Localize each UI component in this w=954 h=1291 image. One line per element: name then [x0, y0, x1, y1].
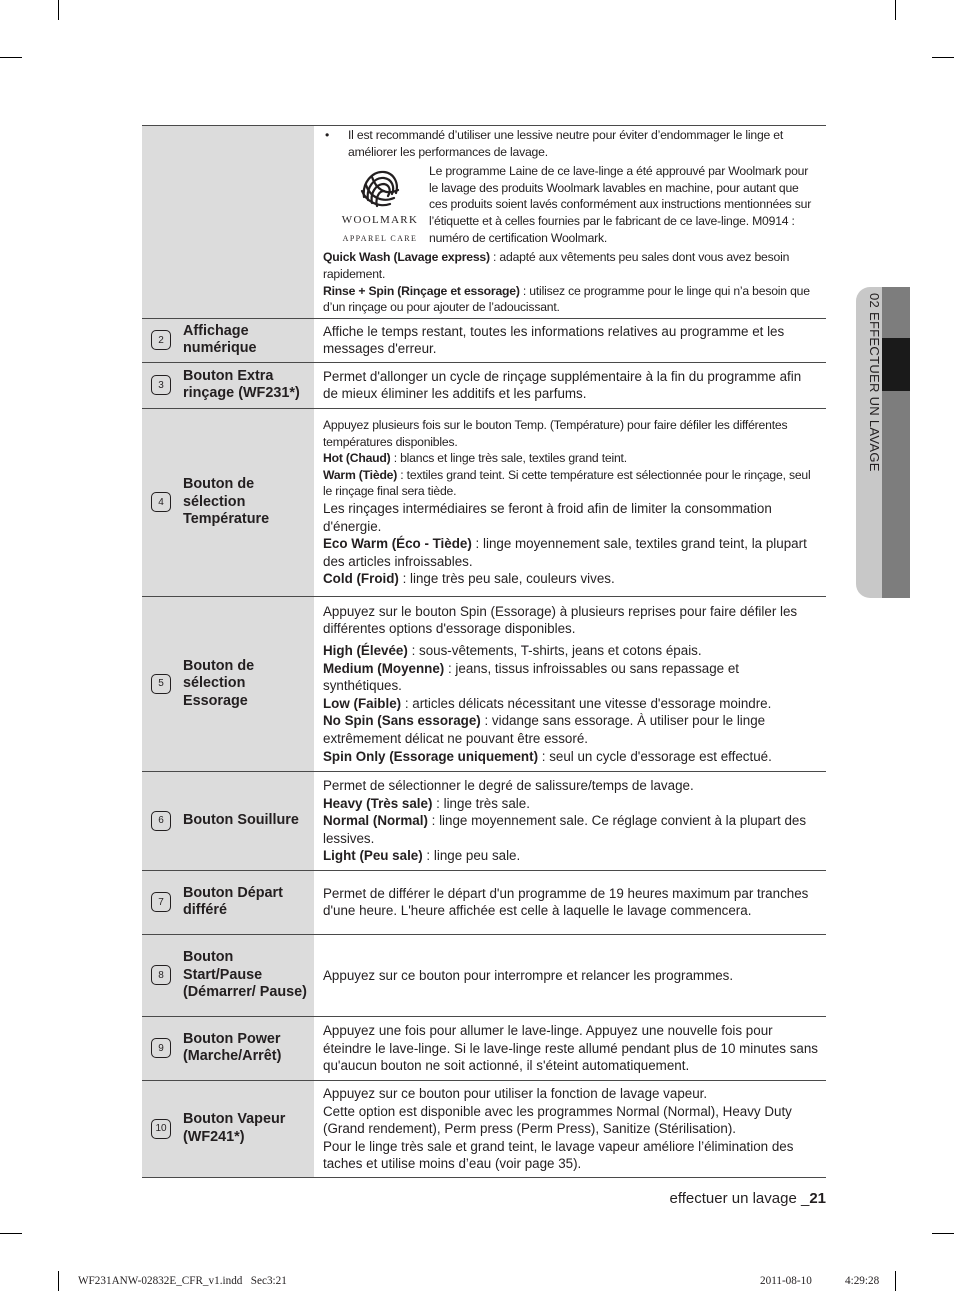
table-row — [142, 126, 826, 319]
spin-option — [323, 712, 818, 747]
row-description — [314, 408, 826, 596]
crop-mark — [58, 0, 59, 20]
row-label: Bouton Extra rinçage (WF231*) — [183, 367, 300, 402]
description-text: Cette option est disponible avec les programmes Normal (Normal), Heavy Duty (Grand rendement), Perm press (Perm Press), Sanitize (Stérilisation). — [323, 1103, 792, 1137]
woolmark-block — [323, 163, 818, 247]
table-row — [142, 596, 826, 771]
description-intro: Permet de sélectionner le degré de salissure/temps de lavage. — [323, 777, 694, 793]
term: Eco Warm (Éco - Tiède) — [323, 536, 472, 552]
item-number-badge: 10 — [151, 1119, 171, 1139]
term: Warm (Tiède) — [323, 467, 398, 482]
item-number-badge: 6 — [151, 811, 171, 831]
row-description — [314, 1080, 826, 1177]
description-text: Appuyez une fois pour allumer le lave-linge. Appuyez une nouvelle fois pour éteindre le lave-linge. Si le lave-linge reste allumé pendant plus de 10 minutes sans qu'aucun bouton ne soit actionné, il s'éteint automatiquement. — [323, 1023, 819, 1074]
row-label: Bouton Souillure — [183, 812, 299, 829]
definition: : linge moyennement sale. Ce réglage convient à la plupart des lessives. — [323, 813, 807, 846]
temperature-cold — [323, 570, 818, 588]
definition: : linge moyennement sale, textiles grand teint, la plupart des articles infroissables. — [323, 536, 807, 569]
quick-wash-entry — [323, 249, 818, 282]
row-label-cell — [142, 1016, 314, 1080]
temperature-warm — [323, 467, 818, 500]
row-label-cell — [142, 934, 314, 1016]
description-intro: Appuyez plusieurs fois sur le bouton Temp. (Température) pour faire défiler les différentes températures disponibles. — [323, 417, 788, 449]
chapter-tab-marker — [882, 338, 910, 391]
term: Quick Wash (Lavage express) — [323, 250, 490, 265]
print-time: 4:29:28 — [845, 1275, 880, 1287]
term: Low (Faible) — [323, 695, 402, 711]
table-row — [142, 870, 826, 934]
row-label: Bouton de sélection Essorage — [183, 657, 255, 709]
table-row — [142, 1016, 826, 1080]
definition: : linge peu sale. — [422, 848, 521, 864]
spin-option — [323, 695, 818, 713]
term: Normal (Normal) — [323, 813, 428, 829]
row-label-cell — [142, 596, 314, 771]
row-label-cell — [142, 870, 314, 934]
page-number: 21 — [809, 1190, 826, 1207]
table-row — [142, 934, 826, 1016]
soil-option — [323, 812, 818, 847]
spin-option — [323, 642, 818, 660]
table-row — [142, 408, 826, 596]
crop-mark — [932, 57, 954, 58]
detergent-note-text: Il est recommandé d’utiliser une lessive neutre pour éviter d’endommager le linge et améliorer les performances de lavage. — [348, 128, 784, 159]
item-number-badge: 4 — [151, 492, 171, 512]
row-description — [314, 596, 826, 771]
row-label-cell — [142, 1080, 314, 1177]
description-note: Les rinçages intermédiaires se feront à froid afin de limiter la consommation d'énergie. — [323, 500, 772, 534]
crop-mark — [932, 1233, 954, 1234]
woolmark-sub: APPAREL CARE — [342, 233, 418, 243]
row-label: Affichage numérique — [183, 322, 257, 357]
term: Hot (Chaud) — [323, 451, 391, 466]
description-text: Affiche le temps restant, toutes les informations relatives au programme et les messages d'erreur. — [323, 323, 785, 357]
page-footer — [540, 1190, 826, 1207]
definition: : seul un cycle d'essorage est effectué. — [538, 748, 772, 764]
term: Rinse + Spin (Rinçage et essorage) — [323, 283, 520, 298]
definition: : utilisez ce programme pour le linge qui n’a besoin que d’un rinçage ou pour ajouter de l’adoucissant. — [323, 283, 810, 315]
row-description — [314, 126, 826, 319]
row-description — [314, 362, 826, 408]
table-row — [142, 771, 826, 870]
description-text: Appuyez sur ce bouton pour utiliser la fonction de lavage vapeur. — [323, 1085, 708, 1101]
woolmark-text: Le programme Laine de ce lave-linge a été approuvé par Woolmark pour le lavage des produits Woolmark lavables en machine, pour autant que ces produits soient lavés conformément aux instructions mentionnées sur l’étiquette et à celles fournies par le fabricant de ce lave-linge. M0914 : numéro de certification Woolmark. — [429, 164, 812, 245]
table-row — [142, 318, 826, 362]
crop-mark — [0, 1233, 22, 1234]
item-number-badge: 2 — [151, 330, 171, 350]
print-date: 2011-08-10 — [760, 1275, 812, 1287]
definition: : linge très peu sale, couleurs vives. — [398, 571, 615, 587]
term: High (Élevée) — [323, 642, 408, 658]
definition: : blancs et linge très sale, textiles grand teint. — [390, 451, 627, 466]
detergent-note — [323, 127, 818, 160]
item-number-badge: 9 — [151, 1038, 171, 1058]
description-text: Permet de différer le départ d'un programme de 19 heures maximum par tranches d'une heure. L'heure affichée est celle à laquelle le lavage commencera. — [323, 885, 809, 919]
row-description — [314, 1016, 826, 1080]
item-number-badge: 3 — [151, 375, 171, 395]
row-label: Bouton Départ différé — [183, 884, 283, 919]
crop-mark — [58, 1271, 59, 1291]
row-label-cell — [142, 408, 314, 596]
item-number-badge: 5 — [151, 674, 171, 694]
soil-option — [323, 795, 818, 813]
crop-mark — [0, 57, 22, 58]
soil-option — [323, 847, 818, 865]
spin-option — [323, 748, 818, 766]
row-label: Bouton Power (Marche/Arrêt) — [183, 1030, 282, 1065]
term: Heavy (Très sale) — [323, 795, 433, 811]
definition: : articles délicats nécessitant une vitesse d'essorage moindre. — [401, 695, 772, 711]
print-file-info: WF231ANW-02832E_CFR_v1.indd Sec3:21 — [78, 1275, 287, 1287]
rinse-spin-entry — [323, 283, 818, 316]
woolmark-icon — [356, 163, 404, 211]
description-text: Pour le linge très sale et grand teint, le lavage vapeur améliore l’élimination des taches et utilise moins d’eau (voir page 35). — [323, 1138, 794, 1172]
term: Spin Only (Essorage uniquement) — [323, 748, 539, 764]
bullet-icon: • — [325, 128, 330, 142]
crop-mark — [895, 1271, 896, 1291]
term: Medium (Moyenne) — [323, 660, 445, 676]
temperature-hot — [323, 450, 818, 467]
footer-section: effectuer un lavage _ — [669, 1190, 810, 1207]
term: Light (Peu sale) — [323, 848, 423, 864]
temperature-eco-warm — [323, 535, 818, 570]
definition: : jeans, tissus infroissables ou sans repassage et synthétiques. — [323, 660, 740, 694]
table-row — [142, 1080, 826, 1177]
term: Cold (Froid) — [323, 571, 399, 587]
crop-mark — [895, 0, 896, 20]
item-number-badge: 7 — [151, 892, 171, 912]
definition: : textiles grand teint. Si cette température est sélectionnée pour le rinçage, seul le rinçage final sera tiède. — [323, 467, 811, 499]
woolmark-name: WOOLMARK — [341, 214, 419, 227]
row-description — [314, 870, 826, 934]
table-row — [142, 362, 826, 408]
term: No Spin (Sans essorage) — [323, 713, 481, 729]
woolmark-logo — [335, 163, 425, 247]
definition: : sous-vêtements, T-shirts, jeans et cotons épais. — [407, 642, 702, 658]
row-label-cell — [142, 771, 314, 870]
row-description — [314, 771, 826, 870]
row-label-cell — [142, 362, 314, 408]
definition: : linge très sale. — [432, 795, 530, 811]
description-text: Appuyez sur ce bouton pour interrompre et relancer les programmes. — [323, 967, 734, 983]
row-label-cell — [142, 318, 314, 362]
row-label: Bouton Start/Pause (Démarrer/ Pause) — [183, 949, 307, 1001]
spin-option — [323, 660, 818, 695]
row-label-cell — [142, 126, 314, 319]
definition: : adapté aux vêtements peu sales dont vous avez besoin rapidement. — [323, 250, 790, 281]
row-label: Bouton Vapeur (WF241*) — [183, 1111, 286, 1145]
description-text: Permet d'allonger un cycle de rinçage supplémentaire à la fin du programme afin de mieux éliminer les additifs et les parfums. — [323, 368, 802, 402]
row-description — [314, 318, 826, 362]
chapter-tab-strip — [882, 287, 910, 598]
description-intro: Appuyez sur le bouton Spin (Essorage) à plusieurs reprises pour faire défiler les différentes options d'essorage disponibles. — [323, 603, 798, 637]
chapter-tab-label: 02 EFFECTUER UN LAVAGE — [867, 293, 882, 472]
definition: : vidange sans essorage. À utiliser pour le linge extrêmement délicat ne pouvant être essoré. — [323, 713, 766, 746]
controls-table — [142, 125, 826, 1178]
row-label: Bouton de sélection Température — [183, 476, 270, 528]
item-number-badge: 8 — [151, 965, 171, 985]
row-description — [314, 934, 826, 1016]
